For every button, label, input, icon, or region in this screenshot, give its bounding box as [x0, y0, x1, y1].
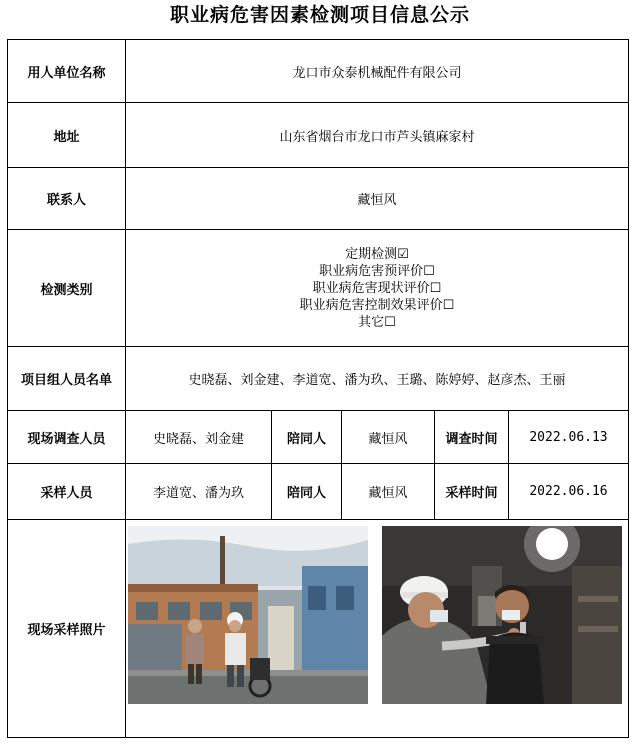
category-option-status-evaluation: 职业病危害现状评价☐ — [312, 280, 442, 296]
contact-label: 联系人 — [8, 168, 126, 230]
sampling-companion: 藏恒风 — [342, 464, 435, 520]
survey-time-label: 调查时间 — [435, 411, 509, 464]
site-photo-outdoor-image — [128, 526, 368, 704]
address-value: 山东省烟台市龙口市芦头镇麻家村 — [126, 103, 629, 168]
address-label: 地址 — [8, 103, 126, 168]
employer-label: 用人单位名称 — [8, 40, 126, 103]
sampling-label: 采样人员 — [8, 464, 126, 520]
photos-cell — [126, 520, 629, 738]
team-label: 项目组人员名单 — [8, 347, 126, 411]
site-photo-outdoor — [128, 526, 368, 704]
row-survey — [8, 411, 629, 464]
survey-companion: 藏恒风 — [342, 411, 435, 464]
contact-value: 藏恒风 — [126, 168, 629, 230]
row-employer — [8, 40, 629, 103]
sampling-time: 2022.06.16 — [509, 464, 629, 520]
team-value: 史晓磊、刘金建、李道宽、潘为玖、王璐、陈婷婷、赵彦杰、王丽 — [126, 347, 629, 411]
sampling-time-label: 采样时间 — [435, 464, 509, 520]
row-team — [8, 347, 629, 411]
sampling-value: 李道宽、潘为玖 — [126, 464, 272, 520]
row-photos — [8, 520, 629, 738]
survey-companion-label: 陪同人 — [272, 411, 342, 464]
row-category — [8, 230, 629, 347]
photos-label: 现场采样照片 — [8, 520, 126, 738]
category-options — [126, 230, 629, 347]
survey-label: 现场调查人员 — [8, 411, 126, 464]
row-sampling — [8, 464, 629, 520]
row-address — [8, 103, 629, 168]
employer-value: 龙口市众泰机械配件有限公司 — [126, 40, 629, 103]
page-title: 职业病危害因素检测项目信息公示 — [169, 4, 470, 26]
survey-value: 史晓磊、刘金建 — [126, 411, 272, 464]
site-photo-indoor — [382, 526, 622, 704]
sampling-companion-label: 陪同人 — [272, 464, 342, 520]
survey-time: 2022.06.13 — [509, 411, 629, 464]
category-option-control-evaluation: 职业病危害控制效果评价☐ — [299, 297, 455, 313]
info-table — [7, 39, 629, 738]
row-contact — [8, 168, 629, 230]
category-option-periodic: 定期检测☑ — [345, 246, 409, 262]
category-option-other: 其它☐ — [358, 314, 396, 330]
category-option-pre-evaluation: 职业病危害预评价☐ — [319, 263, 435, 279]
site-photo-indoor-image — [382, 526, 622, 704]
category-label: 检测类别 — [8, 230, 126, 347]
